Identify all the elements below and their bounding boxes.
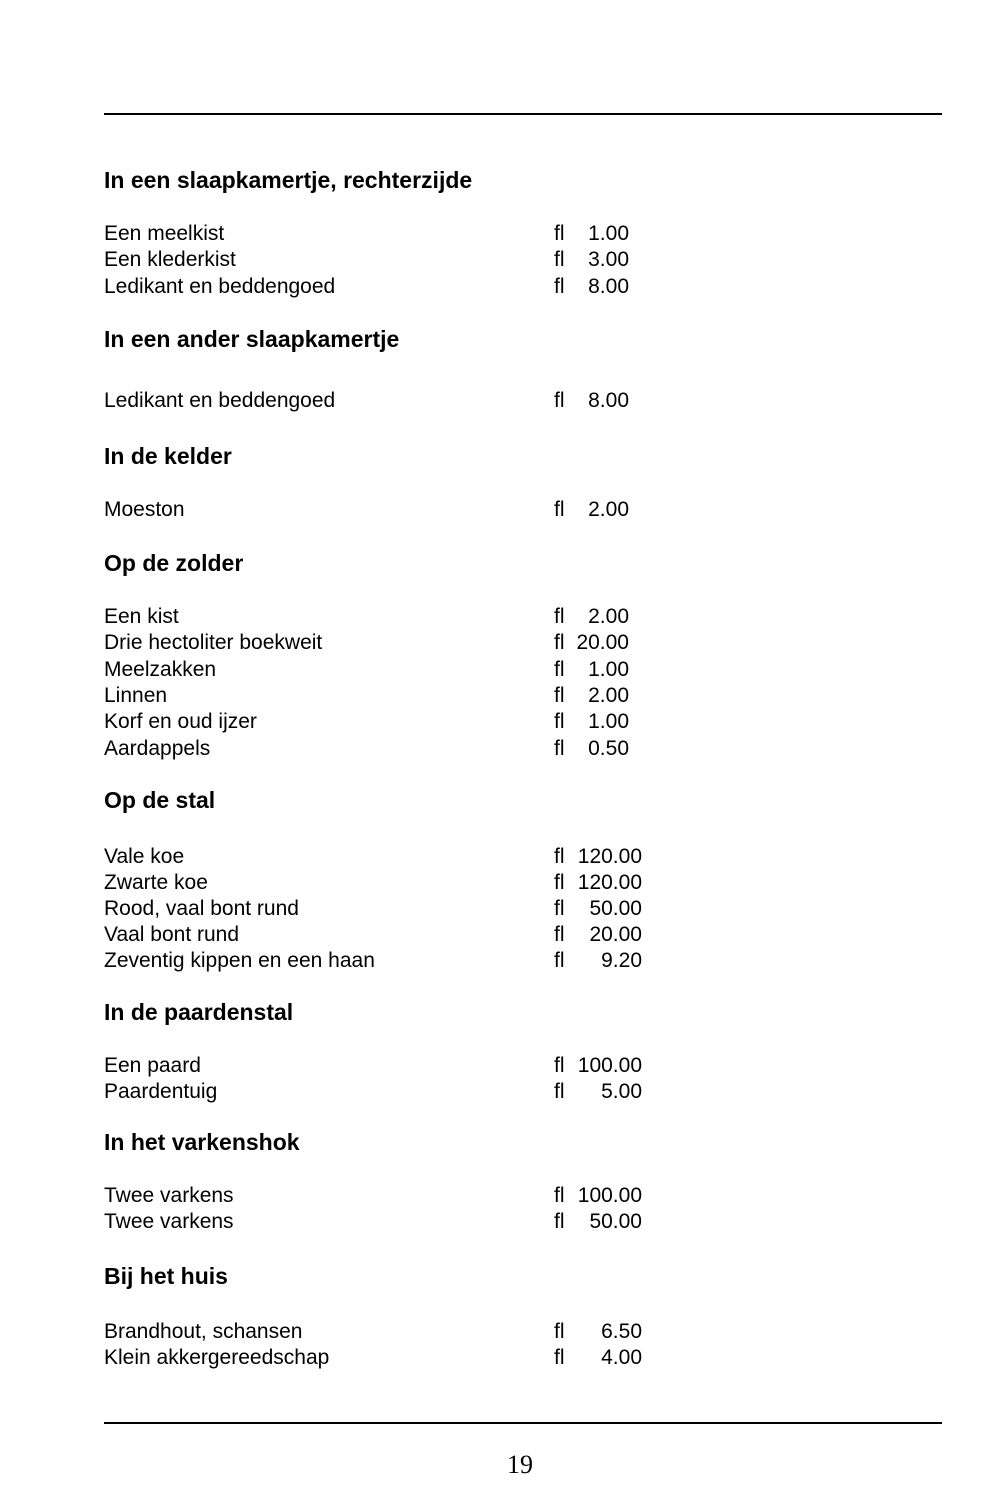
item-description: Vale koe (104, 845, 185, 868)
item-description: Een klederkist (104, 248, 236, 272)
item-description: Vaal bont rund (104, 923, 240, 946)
item-description: Meelzakken (104, 657, 217, 681)
inventory-item (104, 948, 704, 974)
item-description: Korf en oud ijzer (104, 710, 257, 734)
item-amount: 8.00 (588, 274, 629, 298)
currency-symbol: fl (554, 631, 565, 655)
item-description: Linnen (104, 683, 168, 707)
item-amount: 5.00 (601, 1080, 642, 1103)
currency-symbol: fl (554, 1346, 565, 1369)
section-heading: Op de stal (104, 787, 216, 813)
inventory-item (104, 1079, 704, 1105)
item-amount: 2.00 (588, 605, 629, 628)
item-description: Een meelkist (104, 222, 225, 245)
item-description: Paardentuig (104, 1080, 218, 1103)
item-amount: 1.00 (588, 657, 629, 681)
item-description: Zeventig kippen en een haan (104, 949, 375, 972)
currency-symbol: fl (554, 736, 565, 760)
inventory-item (104, 1183, 704, 1209)
item-amount: 2.00 (588, 498, 629, 521)
item-description: Rood, vaal bont rund (104, 897, 299, 920)
item-description: Ledikant en beddengoed (104, 389, 336, 412)
item-amount: 3.00 (588, 248, 629, 272)
item-amount: 20.00 (576, 631, 629, 655)
inventory-item (104, 683, 704, 709)
section-heading: In de paardenstal (104, 999, 294, 1025)
currency-symbol: fl (554, 897, 565, 920)
item-amount: 1.00 (588, 710, 629, 734)
currency-symbol: fl (554, 1054, 565, 1077)
inventory-item (104, 922, 704, 948)
inventory-item (104, 497, 704, 523)
inventory-item (104, 896, 704, 922)
currency-symbol: fl (554, 1080, 565, 1103)
inventory-item (104, 736, 704, 762)
item-amount: 0.50 (588, 736, 629, 760)
currency-symbol: fl (554, 1320, 565, 1343)
inventory-item (104, 870, 704, 896)
section-heading: Bij het huis (104, 1263, 228, 1289)
currency-symbol: fl (554, 222, 565, 245)
currency-symbol: fl (554, 248, 565, 272)
section-heading: In een ander slaapkamertje (104, 326, 400, 352)
currency-symbol: fl (554, 657, 565, 681)
section-heading: In de kelder (104, 443, 232, 469)
inventory-item (104, 630, 704, 656)
item-amount: 9.20 (601, 949, 642, 972)
currency-symbol: fl (554, 389, 565, 412)
item-description: Een paard (104, 1054, 201, 1077)
inventory-item (104, 1345, 704, 1371)
page-number: 19 (507, 1450, 533, 1479)
item-description: Ledikant en beddengoed (104, 274, 336, 298)
item-description: Brandhout, schansen (104, 1320, 303, 1343)
section-heading: In het varkenshok (104, 1129, 300, 1155)
item-description: Een kist (104, 605, 179, 628)
item-description: Twee varkens (104, 1210, 234, 1233)
item-amount: 20.00 (589, 923, 642, 946)
inventory-item (104, 388, 704, 414)
currency-symbol: fl (554, 274, 565, 298)
item-amount: 50.00 (589, 1210, 642, 1233)
item-amount: 4.00 (601, 1346, 642, 1369)
item-description: Klein akkergereedschap (104, 1346, 330, 1369)
item-amount: 1.00 (588, 222, 629, 245)
item-amount: 6.50 (601, 1320, 642, 1343)
item-amount: 50.00 (589, 897, 642, 920)
item-description: Twee varkens (104, 1184, 234, 1207)
currency-symbol: fl (554, 1210, 565, 1233)
currency-symbol: fl (554, 949, 565, 972)
inventory-item (104, 657, 704, 683)
currency-symbol: fl (554, 1184, 565, 1207)
inventory-item (104, 709, 704, 735)
currency-symbol: fl (554, 683, 565, 707)
item-amount: 100.00 (577, 1184, 642, 1207)
inventory-item (104, 1319, 704, 1345)
inventory-item (104, 1209, 704, 1235)
item-amount: 100.00 (577, 1054, 642, 1077)
section-heading: Op de zolder (104, 550, 244, 576)
inventory-item (104, 247, 704, 273)
item-description: Drie hectoliter boekweit (104, 631, 323, 655)
currency-symbol: fl (554, 871, 565, 894)
currency-symbol: fl (554, 845, 565, 868)
inventory-item (104, 221, 704, 247)
item-description: Zwarte koe (104, 871, 208, 894)
item-amount: 2.00 (588, 683, 629, 707)
currency-symbol: fl (554, 605, 565, 628)
section-heading: In een slaapkamertje, rechterzijde (104, 167, 473, 193)
inventory-item (104, 1053, 704, 1079)
currency-symbol: fl (554, 498, 565, 521)
inventory-item (104, 844, 704, 870)
item-description: Moeston (104, 498, 185, 521)
item-amount: 120.00 (577, 871, 642, 894)
inventory-item (104, 604, 704, 630)
currency-symbol: fl (554, 710, 565, 734)
inventory-list (104, 0, 704, 1400)
item-description: Aardappels (104, 736, 211, 760)
item-amount: 8.00 (588, 389, 629, 412)
inventory-item (104, 274, 704, 300)
item-amount: 120.00 (577, 845, 642, 868)
bottom-rule (104, 1422, 942, 1424)
currency-symbol: fl (554, 923, 565, 946)
